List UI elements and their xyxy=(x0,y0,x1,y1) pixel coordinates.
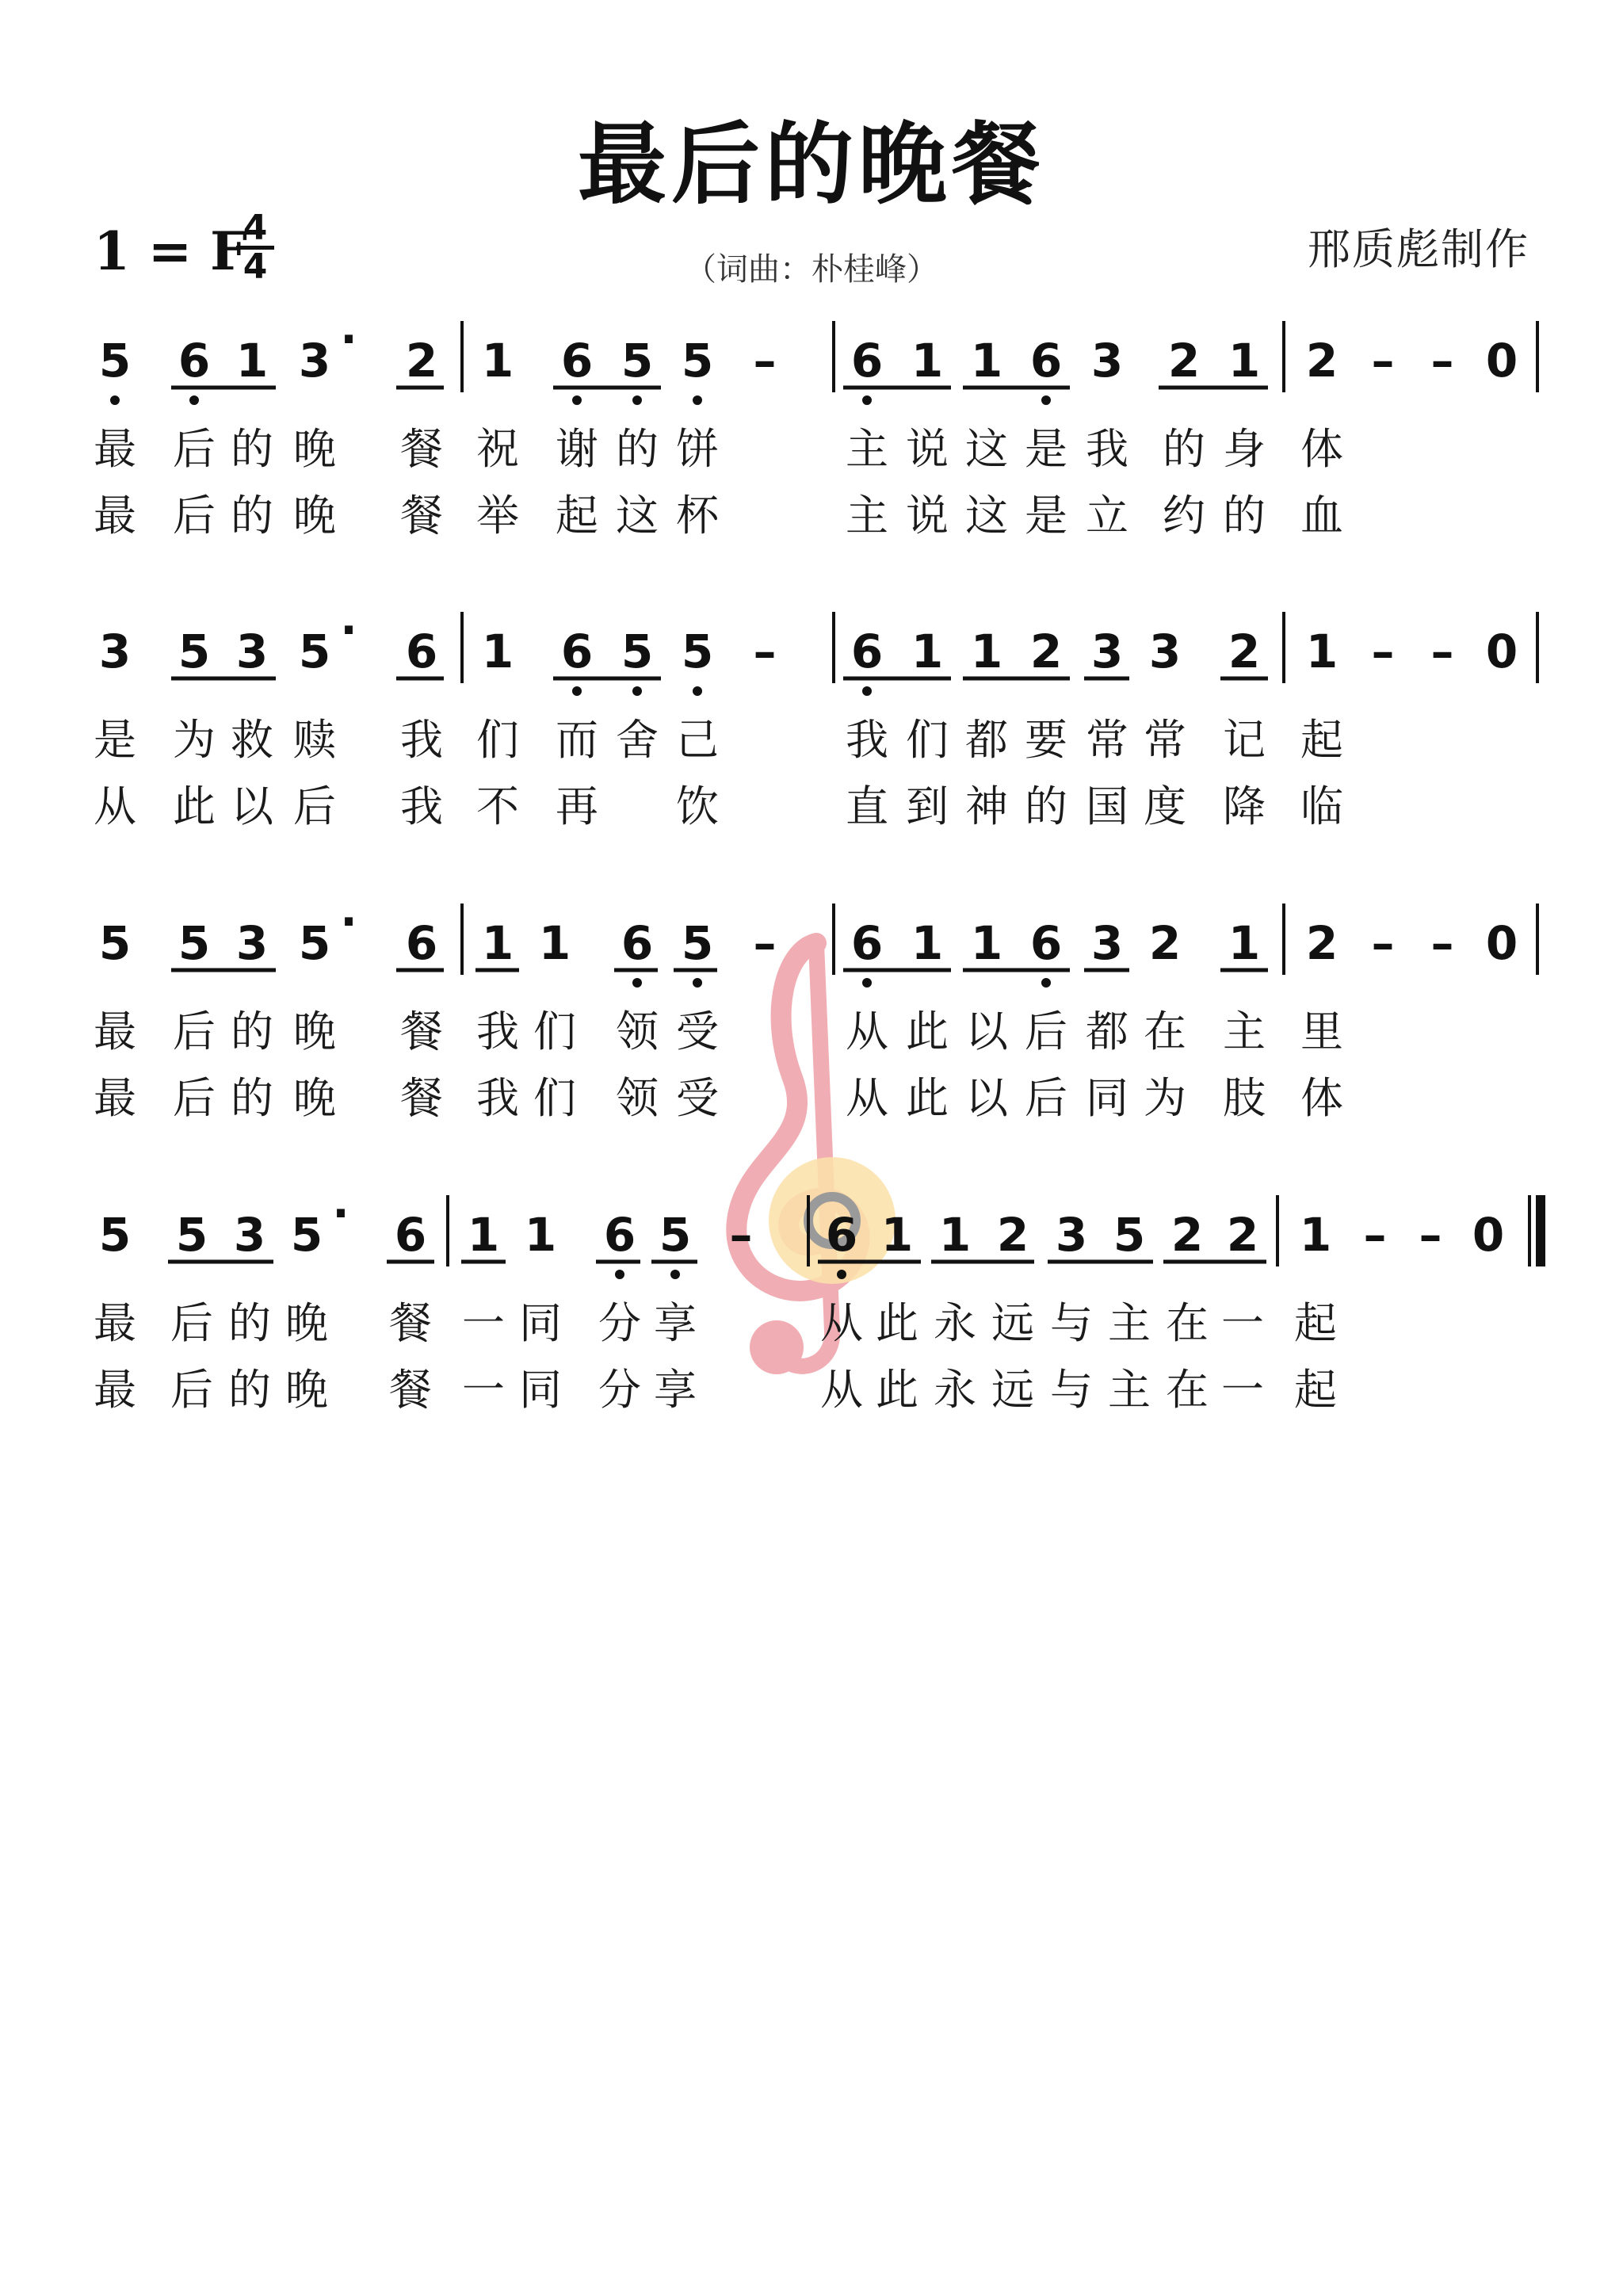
lower-octave-dot xyxy=(862,686,872,696)
jianpu-note: 3 xyxy=(235,625,269,678)
jianpu-note: 5 xyxy=(98,916,132,970)
lyric-char: 分 xyxy=(598,1298,641,1348)
jianpu-note: 6 xyxy=(405,916,438,970)
jianpu-note: 6 xyxy=(621,916,654,970)
lyric-char: 常 xyxy=(1086,715,1128,765)
jianpu-note: 6 xyxy=(560,334,594,388)
augmentation-dot: · xyxy=(340,314,357,365)
lyric-char: 我 xyxy=(476,1073,519,1123)
lyric-char: 晚 xyxy=(293,1073,336,1123)
jianpu-note: 5 xyxy=(1113,1208,1146,1262)
arranger-credit: 邢质彪制作 xyxy=(1308,224,1529,274)
lower-octave-dot xyxy=(862,395,872,405)
jianpu-note: 5 xyxy=(178,625,211,678)
jianpu-note: 2 xyxy=(1148,916,1182,970)
jianpu-note: 5 xyxy=(178,916,211,970)
jianpu-note: 6 xyxy=(1029,916,1063,970)
jianpu-note: 5 xyxy=(175,1208,208,1262)
song-title: 最后的晚餐 xyxy=(578,113,1045,216)
lyric-char: 我 xyxy=(846,715,888,765)
jianpu-note: 1 xyxy=(1228,916,1261,970)
jianpu-note: 2 xyxy=(1170,1208,1204,1262)
lyric-char: 饮 xyxy=(676,781,719,831)
lyric-char: 后 xyxy=(1025,1073,1067,1123)
lyric-char: 主 xyxy=(846,424,888,474)
jianpu-note: 2 xyxy=(1226,1208,1259,1262)
jianpu-note: 1 xyxy=(911,334,944,388)
lyric-char: 永 xyxy=(934,1365,976,1415)
jianpu-note: 1 xyxy=(880,1208,914,1262)
lyric-char: 主 xyxy=(1223,1007,1266,1056)
jianpu-note: 1 xyxy=(970,334,1003,388)
lyric-char: 的 xyxy=(1163,424,1205,474)
lyric-char: 们 xyxy=(906,715,949,765)
lyric-char: 的 xyxy=(231,491,273,541)
lyric-char: 晚 xyxy=(293,424,336,474)
lyric-char: 餐 xyxy=(400,491,443,541)
lower-octave-dot xyxy=(572,395,582,405)
jianpu-note: 5 xyxy=(298,625,331,678)
lyric-char: 最 xyxy=(94,424,136,474)
lyric-char: 的 xyxy=(228,1365,271,1415)
jianpu-note: 2 xyxy=(405,334,438,388)
jianpu-note: 6 xyxy=(850,916,884,970)
jianpu-note: 5 xyxy=(681,334,714,388)
lyric-char: 起 xyxy=(556,491,598,541)
lyric-char: 最 xyxy=(94,1073,136,1123)
lower-octave-dot xyxy=(670,1270,680,1279)
lyric-char: 餐 xyxy=(400,424,443,474)
lyric-char: 们 xyxy=(533,1007,576,1056)
dash-note: – xyxy=(753,625,777,678)
lyric-char: 说 xyxy=(906,491,949,541)
lyric-char: 肢 xyxy=(1223,1073,1266,1123)
jianpu-note: 3 xyxy=(1090,334,1124,388)
jianpu-note: 2 xyxy=(1305,916,1338,970)
lyric-char: 我 xyxy=(400,781,443,831)
dash-note: – xyxy=(1371,625,1395,678)
dash-note: – xyxy=(1371,334,1395,388)
jianpu-note: 2 xyxy=(1305,334,1338,388)
jianpu-note: 5 xyxy=(681,625,714,678)
time-signature-numerator: 4 xyxy=(242,208,268,248)
jianpu-note: 0 xyxy=(1485,625,1518,678)
dash-note: – xyxy=(729,1208,753,1262)
jianpu-note: 2 xyxy=(1228,625,1261,678)
lyric-char: 餐 xyxy=(400,1007,443,1056)
lyric-char: 此 xyxy=(876,1298,918,1348)
lyric-char: 再 xyxy=(556,781,598,831)
jianpu-note: 5 xyxy=(621,625,654,678)
lyric-char: 的 xyxy=(231,1073,273,1123)
jianpu-note: 0 xyxy=(1485,334,1518,388)
lyric-char: 与 xyxy=(1050,1298,1093,1348)
jianpu-note: 2 xyxy=(996,1208,1029,1262)
lyric-char: 谢 xyxy=(556,424,598,474)
jianpu-note: 1 xyxy=(970,916,1003,970)
lower-octave-dot xyxy=(632,978,642,988)
lyric-char: 而 xyxy=(556,715,598,765)
lyric-char: 不 xyxy=(476,781,519,831)
lower-octave-dot xyxy=(1041,978,1051,988)
jianpu-note: 6 xyxy=(850,625,884,678)
lyric-char: 们 xyxy=(476,715,519,765)
lower-octave-dot xyxy=(862,978,872,988)
jianpu-note: 6 xyxy=(825,1208,858,1262)
lower-octave-dot xyxy=(632,686,642,696)
lyric-char: 的 xyxy=(1223,491,1266,541)
lyric-char: 都 xyxy=(1086,1007,1128,1056)
lyric-char: 起 xyxy=(1294,1298,1337,1348)
jianpu-note: 1 xyxy=(481,916,514,970)
jianpu-note: 3 xyxy=(298,334,331,388)
lyric-char: 杯 xyxy=(676,491,719,541)
lyric-char: 是 xyxy=(1025,424,1067,474)
jianpu-note: 3 xyxy=(233,1208,266,1262)
jianpu-note: 6 xyxy=(603,1208,636,1262)
lyric-char: 此 xyxy=(906,1073,949,1123)
lyric-char: 餐 xyxy=(389,1365,432,1415)
lyric-char: 里 xyxy=(1300,1007,1343,1056)
jianpu-note: 6 xyxy=(850,334,884,388)
lyric-char: 是 xyxy=(94,715,136,765)
lyric-char: 临 xyxy=(1300,781,1343,831)
augmentation-dot: · xyxy=(340,896,357,948)
jianpu-note: 6 xyxy=(405,625,438,678)
jianpu-note: 1 xyxy=(1228,334,1261,388)
lyric-char: 的 xyxy=(231,424,273,474)
dash-note: – xyxy=(1430,916,1454,970)
key-signature: 1 = F xyxy=(94,220,248,282)
lyric-char: 的 xyxy=(231,1007,273,1056)
dash-note: – xyxy=(753,916,777,970)
lyric-char: 远 xyxy=(991,1298,1034,1348)
lyric-char: 舍 xyxy=(616,715,659,765)
jianpu-note: 1 xyxy=(970,625,1003,678)
dash-note: – xyxy=(1430,334,1454,388)
lyric-char: 身 xyxy=(1223,424,1266,474)
time-signature-denominator: 4 xyxy=(242,246,268,287)
jianpu-note: 1 xyxy=(1305,625,1338,678)
lyricist-composer-credit: （词曲：朴桂峰） xyxy=(685,251,938,288)
dash-note: – xyxy=(1430,625,1454,678)
lyric-char: 度 xyxy=(1144,781,1186,831)
lower-octave-dot xyxy=(693,395,702,405)
lyric-char: 的 xyxy=(228,1298,271,1348)
lyric-char: 一 xyxy=(1221,1365,1264,1415)
lyric-char: 与 xyxy=(1050,1365,1093,1415)
jianpu-note: 2 xyxy=(1029,625,1063,678)
lyric-char: 体 xyxy=(1300,1073,1343,1123)
jianpu-note: 1 xyxy=(467,1208,500,1262)
jianpu-note: 3 xyxy=(1055,1208,1088,1262)
lyric-char: 晚 xyxy=(293,1007,336,1056)
jianpu-note: 3 xyxy=(1090,625,1124,678)
jianpu-note: 1 xyxy=(235,334,269,388)
lower-octave-dot xyxy=(1041,395,1051,405)
lyric-char: 我 xyxy=(1086,424,1128,474)
lyric-char: 记 xyxy=(1223,715,1266,765)
lyric-char: 主 xyxy=(1108,1365,1151,1415)
lyric-char: 主 xyxy=(1108,1298,1151,1348)
lyric-char: 都 xyxy=(965,715,1008,765)
lower-octave-dot xyxy=(693,978,702,988)
jianpu-note: 1 xyxy=(911,625,944,678)
jianpu-note: 5 xyxy=(659,1208,692,1262)
lyric-char: 举 xyxy=(476,491,519,541)
lyric-char: 祝 xyxy=(476,424,519,474)
jianpu-note: 1 xyxy=(524,1208,557,1262)
lyric-char: 最 xyxy=(94,1365,136,1415)
dash-note: – xyxy=(1371,916,1395,970)
lyric-char: 一 xyxy=(462,1298,505,1348)
dash-note: – xyxy=(1419,1208,1442,1262)
jianpu-note: 5 xyxy=(681,916,714,970)
lyric-char: 立 xyxy=(1086,491,1128,541)
lyric-char: 一 xyxy=(1221,1298,1264,1348)
lyric-char: 我 xyxy=(476,1007,519,1056)
lyric-char: 从 xyxy=(846,1007,888,1056)
lyric-char: 起 xyxy=(1300,715,1343,765)
lower-octave-dot xyxy=(615,1270,624,1279)
lyric-char: 们 xyxy=(533,1073,576,1123)
lyric-char: 一 xyxy=(462,1365,505,1415)
lyric-char: 说 xyxy=(906,424,949,474)
lyric-char: 领 xyxy=(616,1007,659,1056)
lyric-char: 后 xyxy=(170,1365,213,1415)
lyric-char: 以 xyxy=(231,781,273,831)
lyric-char: 这 xyxy=(965,424,1008,474)
jianpu-note: 2 xyxy=(1167,334,1201,388)
jianpu-note: 5 xyxy=(621,334,654,388)
jianpu-note: 1 xyxy=(538,916,571,970)
jianpu-note: 5 xyxy=(98,1208,132,1262)
lyric-char: 降 xyxy=(1223,781,1266,831)
lyric-char: 分 xyxy=(598,1365,641,1415)
lower-octave-dot xyxy=(110,395,120,405)
lyric-char: 从 xyxy=(820,1365,863,1415)
lyric-char: 远 xyxy=(991,1365,1034,1415)
lyric-char: 体 xyxy=(1300,424,1343,474)
lower-octave-dot xyxy=(693,686,702,696)
lyric-char: 要 xyxy=(1025,715,1067,765)
lyric-char: 约 xyxy=(1163,491,1205,541)
jianpu-note: 6 xyxy=(560,625,594,678)
lyric-char: 的 xyxy=(616,424,659,474)
jianpu-note: 1 xyxy=(938,1208,972,1262)
jianpu-note: 6 xyxy=(178,334,211,388)
lyric-char: 赎 xyxy=(293,715,336,765)
lyric-char: 主 xyxy=(846,491,888,541)
jianpu-note: 6 xyxy=(394,1208,427,1262)
lyric-char: 同 xyxy=(1086,1073,1128,1123)
lyric-char: 此 xyxy=(876,1365,918,1415)
lower-octave-dot xyxy=(189,395,199,405)
lyric-char: 从 xyxy=(846,1073,888,1123)
lyric-char: 这 xyxy=(965,491,1008,541)
lyric-char: 最 xyxy=(94,1007,136,1056)
jianpu-note: 3 xyxy=(1090,916,1124,970)
augmentation-dot: · xyxy=(340,605,357,656)
lyric-char: 后 xyxy=(173,1007,216,1056)
lyric-char: 从 xyxy=(94,781,136,831)
lyric-char: 此 xyxy=(173,781,216,831)
lyric-char: 为 xyxy=(173,715,216,765)
augmentation-dot: · xyxy=(332,1188,349,1240)
jianpu-note: 6 xyxy=(1029,334,1063,388)
lyric-char: 晚 xyxy=(285,1365,328,1415)
jianpu-note: 5 xyxy=(98,334,132,388)
lyric-char: 享 xyxy=(654,1298,697,1348)
lyric-char: 后 xyxy=(173,424,216,474)
lyric-char: 神 xyxy=(965,781,1008,831)
lower-octave-dot xyxy=(632,395,642,405)
lyric-char: 饼 xyxy=(676,424,719,474)
lyric-char: 己 xyxy=(676,715,719,765)
lyric-char: 此 xyxy=(906,1007,949,1056)
lyric-char: 常 xyxy=(1144,715,1186,765)
lower-octave-dot xyxy=(837,1270,846,1279)
lyric-char: 的 xyxy=(1025,781,1067,831)
lyric-char: 为 xyxy=(1144,1073,1186,1123)
jianpu-note: 3 xyxy=(98,625,132,678)
jianpu-note: 3 xyxy=(1148,625,1182,678)
dash-note: – xyxy=(753,334,777,388)
lyric-char: 领 xyxy=(616,1073,659,1123)
lyric-char: 血 xyxy=(1300,491,1343,541)
lyric-char: 同 xyxy=(519,1298,562,1348)
lyric-char: 在 xyxy=(1166,1298,1209,1348)
dash-note: – xyxy=(1363,1208,1387,1262)
lyric-char: 后 xyxy=(293,781,336,831)
lyric-char: 餐 xyxy=(400,1073,443,1123)
lyric-char: 从 xyxy=(820,1298,863,1348)
lyric-char: 晚 xyxy=(293,491,336,541)
jianpu-note: 5 xyxy=(298,916,331,970)
lyric-char: 这 xyxy=(616,491,659,541)
lyric-char: 受 xyxy=(676,1007,719,1056)
lyric-char: 国 xyxy=(1086,781,1128,831)
lyric-char: 在 xyxy=(1144,1007,1186,1056)
lyric-char: 在 xyxy=(1166,1365,1209,1415)
lyric-char: 享 xyxy=(654,1365,697,1415)
lyric-char: 晚 xyxy=(285,1298,328,1348)
jianpu-note: 5 xyxy=(290,1208,323,1262)
jianpu-note: 1 xyxy=(911,916,944,970)
lyric-char: 餐 xyxy=(389,1298,432,1348)
lyric-char: 起 xyxy=(1294,1365,1337,1415)
lyric-char: 是 xyxy=(1025,491,1067,541)
lower-octave-dot xyxy=(572,686,582,696)
lyric-char: 最 xyxy=(94,491,136,541)
lyric-char: 永 xyxy=(934,1298,976,1348)
jianpu-note: 1 xyxy=(1299,1208,1332,1262)
lyric-char: 以 xyxy=(965,1007,1008,1056)
lyric-char: 最 xyxy=(94,1298,136,1348)
lyric-char: 以 xyxy=(965,1073,1008,1123)
lyric-char: 受 xyxy=(676,1073,719,1123)
jianpu-note: 1 xyxy=(481,625,514,678)
lyric-char: 直 xyxy=(846,781,888,831)
lyric-char: 我 xyxy=(400,715,443,765)
jianpu-note: 0 xyxy=(1485,916,1518,970)
jianpu-note: 0 xyxy=(1472,1208,1505,1262)
lyric-char: 后 xyxy=(173,1073,216,1123)
jianpu-note: 1 xyxy=(481,334,514,388)
lyric-char: 救 xyxy=(231,715,273,765)
lyric-char: 同 xyxy=(519,1365,562,1415)
lyric-char: 后 xyxy=(173,491,216,541)
jianpu-note: 3 xyxy=(235,916,269,970)
lyric-char: 后 xyxy=(1025,1007,1067,1056)
lyric-char: 后 xyxy=(170,1298,213,1348)
lyric-char: 到 xyxy=(906,781,949,831)
